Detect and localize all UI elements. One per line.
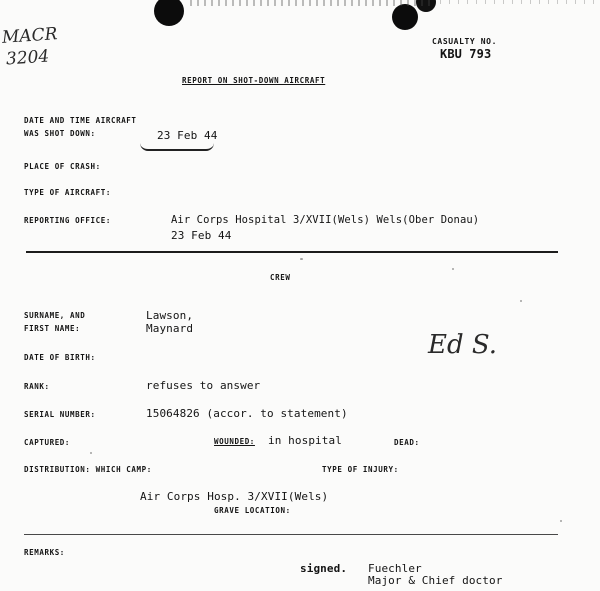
type-label: TYPE OF AIRCRAFT: xyxy=(24,188,111,197)
section-divider-top xyxy=(26,251,558,253)
report-title: REPORT ON SHOT-DOWN AIRCRAFT xyxy=(182,76,326,85)
margin-note-line-1: MACR xyxy=(1,24,59,48)
serial-label: SERIAL NUMBER: xyxy=(24,410,96,419)
punch-hole-left xyxy=(154,0,184,26)
date-value: 23 Feb 44 xyxy=(157,129,218,142)
dob-label: DATE OF BIRTH: xyxy=(24,353,96,362)
punch-hole-right xyxy=(392,4,418,30)
injury-label: TYPE OF INJURY: xyxy=(322,465,399,474)
top-scan-noise-2 xyxy=(440,0,600,4)
office-label: REPORTING OFFICE: xyxy=(24,216,111,225)
section-divider-bottom xyxy=(24,534,558,535)
date-label-line-1: DATE AND TIME AIRCRAFT xyxy=(24,116,137,125)
office-value-line-2: 23 Feb 44 xyxy=(171,229,232,242)
top-scan-noise xyxy=(190,0,430,6)
distribution-label: DISTRIBUTION: WHICH CAMP: xyxy=(24,465,152,474)
date-underline xyxy=(140,143,214,151)
scan-speck xyxy=(90,452,92,454)
captured-label: CAPTURED: xyxy=(24,438,71,447)
wounded-label: WOUNDED: xyxy=(214,437,255,446)
handwritten-initials: Ed S. xyxy=(428,330,498,360)
casualty-number: KBU 793 xyxy=(440,47,492,61)
crew-heading: CREW xyxy=(270,273,291,282)
scan-speck xyxy=(560,520,562,522)
wounded-value: in hospital xyxy=(268,434,342,447)
margin-note-line-2: 3204 xyxy=(5,46,50,70)
signed-label: signed. xyxy=(300,562,348,575)
scan-speck xyxy=(520,300,522,302)
firstname-value: Maynard xyxy=(146,322,194,335)
dead-label: DEAD: xyxy=(394,438,420,447)
serial-value: 15064826 (accor. to statement) xyxy=(146,407,348,420)
scan-speck xyxy=(452,268,454,270)
surname-label-line-1: SURNAME, AND xyxy=(24,311,86,320)
date-label-line-2: WAS SHOT DOWN: xyxy=(24,129,96,138)
grave-label: GRAVE LOCATION: xyxy=(214,506,291,515)
signer-title: Major & Chief doctor xyxy=(368,574,503,587)
rank-value: refuses to answer xyxy=(146,379,261,392)
office-value-line-1: Air Corps Hospital 3/XVII(Wels) Wels(Ober Donau) xyxy=(171,214,480,226)
rank-label: RANK: xyxy=(24,382,50,391)
surname-value: Lawson, xyxy=(146,309,194,322)
casualty-label: CASUALTY NO. xyxy=(432,37,497,46)
surname-label-line-2: FIRST NAME: xyxy=(24,324,81,333)
place-label: PLACE OF CRASH: xyxy=(24,162,101,171)
scan-speck xyxy=(300,258,303,260)
camp-value: Air Corps Hosp. 3/XVII(Wels) xyxy=(140,490,329,503)
signer-name: Fuechler xyxy=(368,562,422,575)
remarks-label: REMARKS: xyxy=(24,548,65,557)
